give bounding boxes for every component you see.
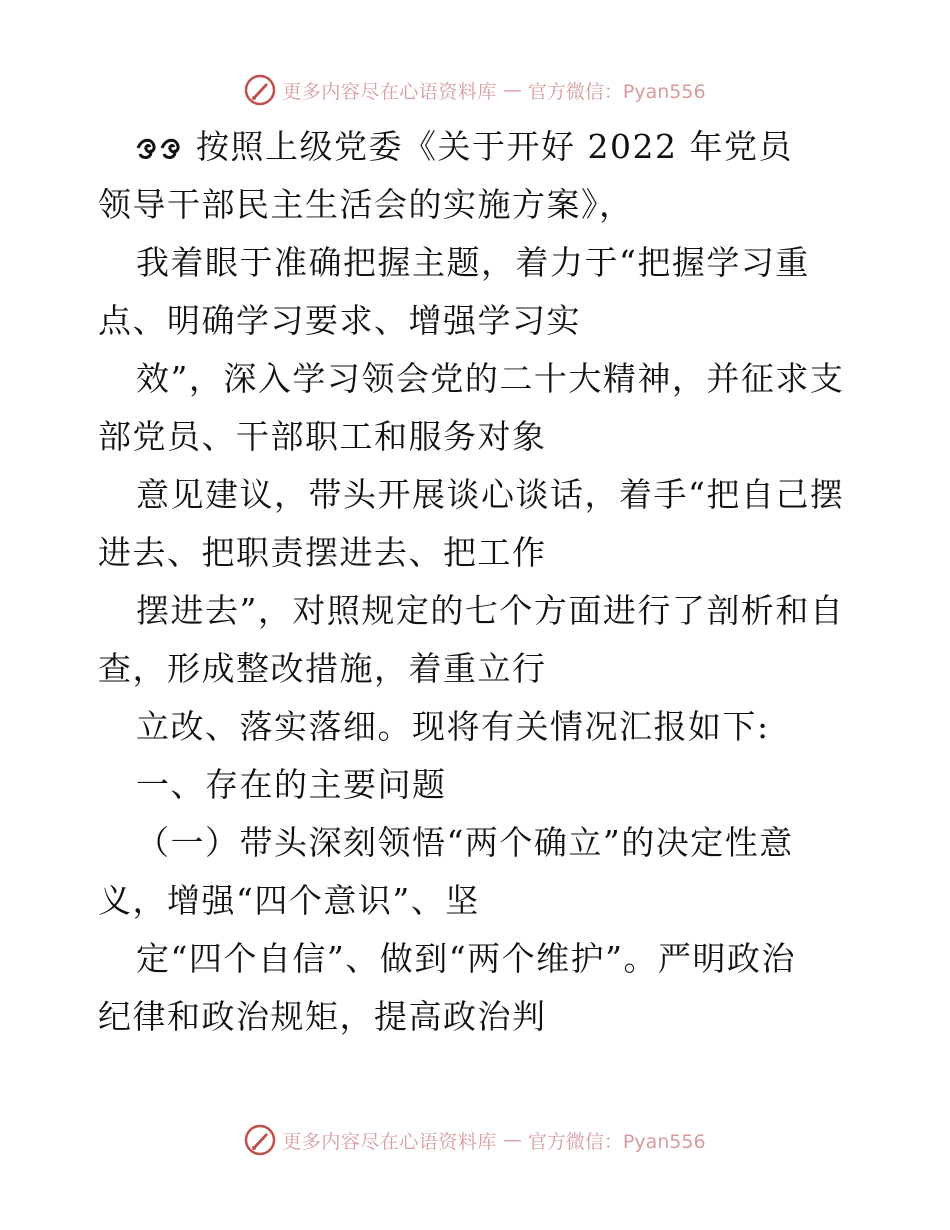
paragraph-line bbox=[98, 118, 858, 176]
watermark-site-text: 更多内容尽在心语资料库 bbox=[282, 80, 497, 103]
subsection-heading: （一）带头深刻领悟“两个确立”的决定性意 bbox=[136, 823, 794, 862]
paragraph-line: 定“四个自信”、做到“两个维护”。严明政治 bbox=[136, 939, 796, 978]
watermark-site-text: 更多内容尽在心语资料库 bbox=[282, 1130, 497, 1153]
watermark-contact-text: 官方微信：Pyan556 bbox=[527, 80, 706, 103]
paragraph-line: 效”，深入学习领会党的二十大精神，并征求支 bbox=[136, 359, 845, 398]
paragraph-line: 部党员、干部职工和服务对象 bbox=[98, 417, 547, 456]
paragraph-line: 查，形成整改措施，着重立行 bbox=[98, 649, 547, 688]
quill-pen-circle-icon bbox=[244, 74, 276, 106]
paragraph-line: 义，增强“四个意识”、坚 bbox=[98, 881, 480, 920]
paragraph-line: 领导干部民主生活会的实施方案》， bbox=[98, 185, 634, 224]
footer-watermark bbox=[0, 1118, 950, 1162]
paragraph-line: 立改、落实落细。现将有关情况汇报如下: bbox=[136, 707, 770, 746]
paragraph-line: 点、明确学习要求、增强学习实 bbox=[98, 301, 581, 340]
paragraph-line: 纪律和政治规矩，提高政治判 bbox=[98, 997, 547, 1036]
fleuron-ornament-icon bbox=[136, 132, 184, 162]
paragraph-line: 我着眼于准确把握主题，着力于“把握学习重 bbox=[136, 243, 810, 282]
paragraph-line: 摆进去”，对照规定的七个方面进行了剖析和自 bbox=[136, 591, 845, 630]
line-text: 按照上级党委《关于开好 2022 年党员 bbox=[196, 127, 793, 166]
section-heading: 一、存在的主要问题 bbox=[136, 765, 447, 804]
watermark-contact-text: 官方微信：Pyan556 bbox=[527, 1130, 706, 1153]
watermark-separator: — bbox=[502, 1129, 522, 1151]
header-watermark bbox=[0, 68, 950, 112]
quill-pen-circle-icon bbox=[244, 1124, 276, 1156]
watermark-separator: — bbox=[502, 79, 522, 101]
paragraph-line: 进去、把职责摆进去、把工作 bbox=[98, 533, 547, 572]
paragraph-line: 意见建议，带头开展谈心谈话，着手“把自己摆 bbox=[136, 475, 845, 514]
document-body bbox=[98, 118, 858, 1046]
